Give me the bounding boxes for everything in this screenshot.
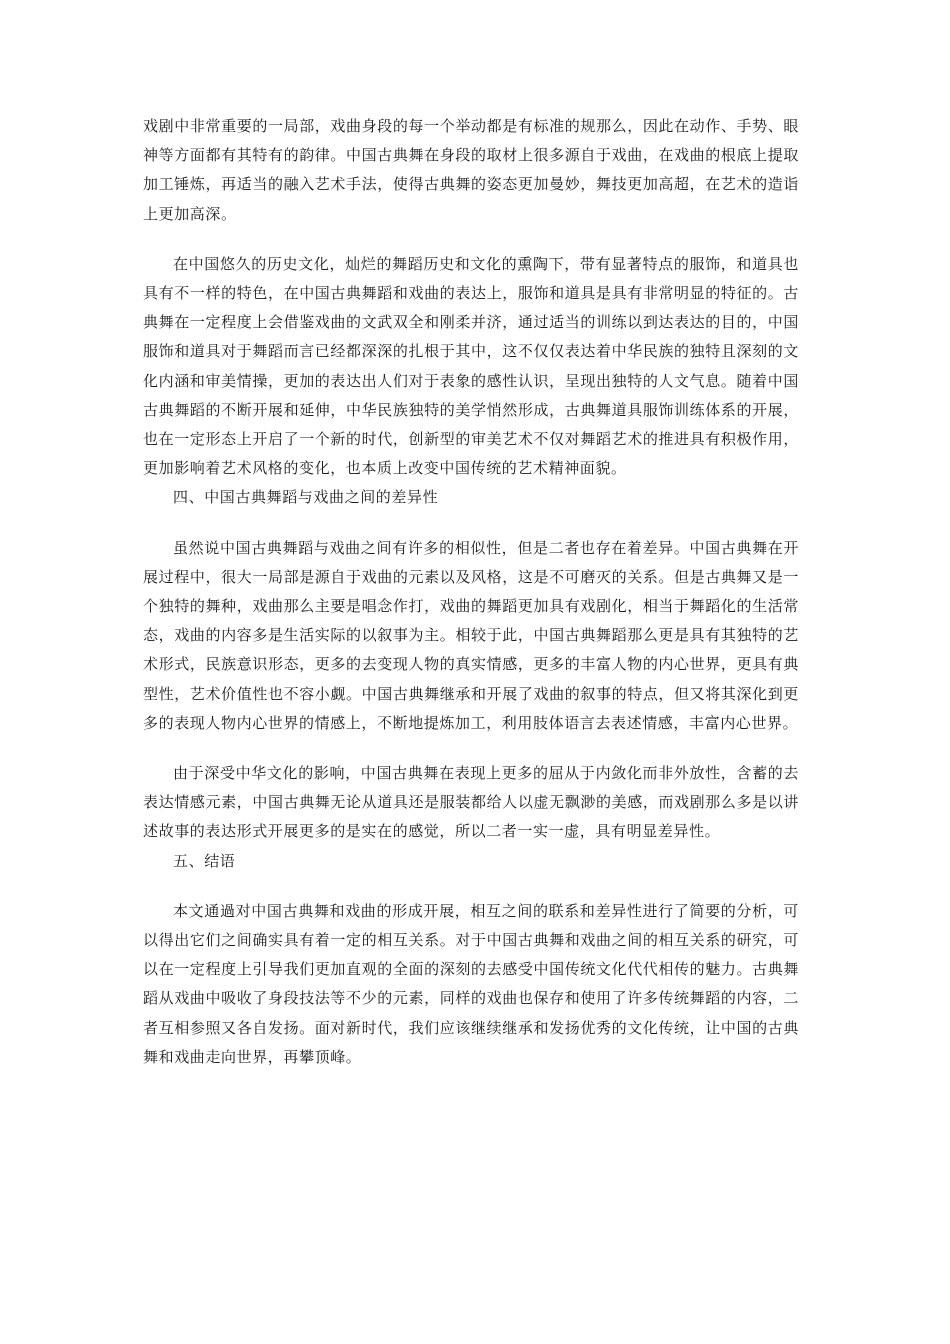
paragraph-cultural-influence: 由于深受中华文化的影响，中国古典舞在表现上更多的屈从于内敛化而非外放性，含蓄的去表达情感元素，中国古典舞无论从道具还是服装都给人以虚无飘渺的美感，而戏剧那么多是以讲述故事的表达形式开展更多的是实在的感觉，所以二者一实一虚，具有明显差异性。	[143, 764, 799, 841]
document-page	[143, 112, 799, 1072]
section-heading-conclusion: 五、结语	[173, 851, 236, 870]
paragraph-conclusion: 本文通過对中国古典舞和戏曲的形成开展，相互之间的联系和差异性进行了简要的分析，可以得出它们之间确实具有着一定的相互关系。对于中国古典舞和戏曲之间的相互关系的研究，可以在一定程度上引导我们更加直观的全面的深刻的去感受中国传统文化代代相传的魅力。古典舞蹈从戏曲中吸收了身段技法等不少的元素，同样的戏曲也保存和使用了许多传统舞蹈的内容，二者互相参照又各自发扬。面对新时代，我们应该继续继承和发扬优秀的文化传统，让中国的古典舞和戏曲走向世界，再攀顶峰。	[143, 901, 799, 1066]
paragraph-costume-props: 在中国悠久的历史文化，灿烂的舞蹈历史和文化的熏陶下，带有显著特点的服饰，和道具也具有不一样的特色，在中国古典舞蹈和戏曲的表达上，服饰和道具是具有非常明显的特征的。古典舞在一定程度上会借鉴戏曲的文武双全和刚柔并济，通过适当的训练以到达表达的目的，中国服饰和道具对于舞蹈而言已经都深深的扎根于其中，这不仅仅表达着中华民族的独特且深刻的文化内涵和审美情操，更加的表达出人们对于表象的感性认识，呈现出独特的人文气息。随着中国古典舞蹈的不断开展和延伸，中华民族独特的美学悄然形成，古典舞道具服饰训练体系的开展，也在一定形态上开启了一个新的时代，创新型的审美艺术不仅对舞蹈艺术的推进具有积极作用，更加影响着艺术风格的变化，也本质上改变中国传统的艺术精神面貌。	[143, 254, 799, 478]
paragraph-continuation: 戏剧中非常重要的一局部，戏曲身段的每一个举动都是有标准的规那么，因此在动作、手势、眼神等方面都有其特有的韵律。中国古典舞在身段的取材上很多源自于戏曲，在戏曲的根底上提取加工锤炼，再适当的融入艺术手法，使得古典舞的姿态更加曼妙，舞技更加高超，在艺术的造诣上更加高深。	[143, 117, 799, 223]
section-heading-differences: 四、中国古典舞蹈与戏曲之间的差异性	[173, 488, 439, 507]
paragraph-differences: 虽然说中国古典舞蹈与戏曲之间有许多的相似性，但是二者也存在着差异。中国古典舞在开展过程中，很大一局部是源自于戏曲的元素以及风格，这是不可磨灭的关系。但是古典舞又是一个独特的舞种，戏曲那么主要是唱念作打，戏曲的舞蹈更加具有戏剧化，相当于舞蹈化的生活常态，戏曲的内容多是生活实际的以叙事为主。相较于此，中国古典舞蹈那么更是具有其独特的艺术形式，民族意识形态，更多的去变现人物的真实情感，更多的丰富人物的内心世界，更具有典型性，艺术价值性也不容小觑。中国古典舞继承和开展了戏曲的叙事的特点，但又将其深化到更多的表现人物内心世界的情感上，不断地提炼加工，利用肢体语言去表述情感，丰富内心世界。	[143, 538, 799, 732]
